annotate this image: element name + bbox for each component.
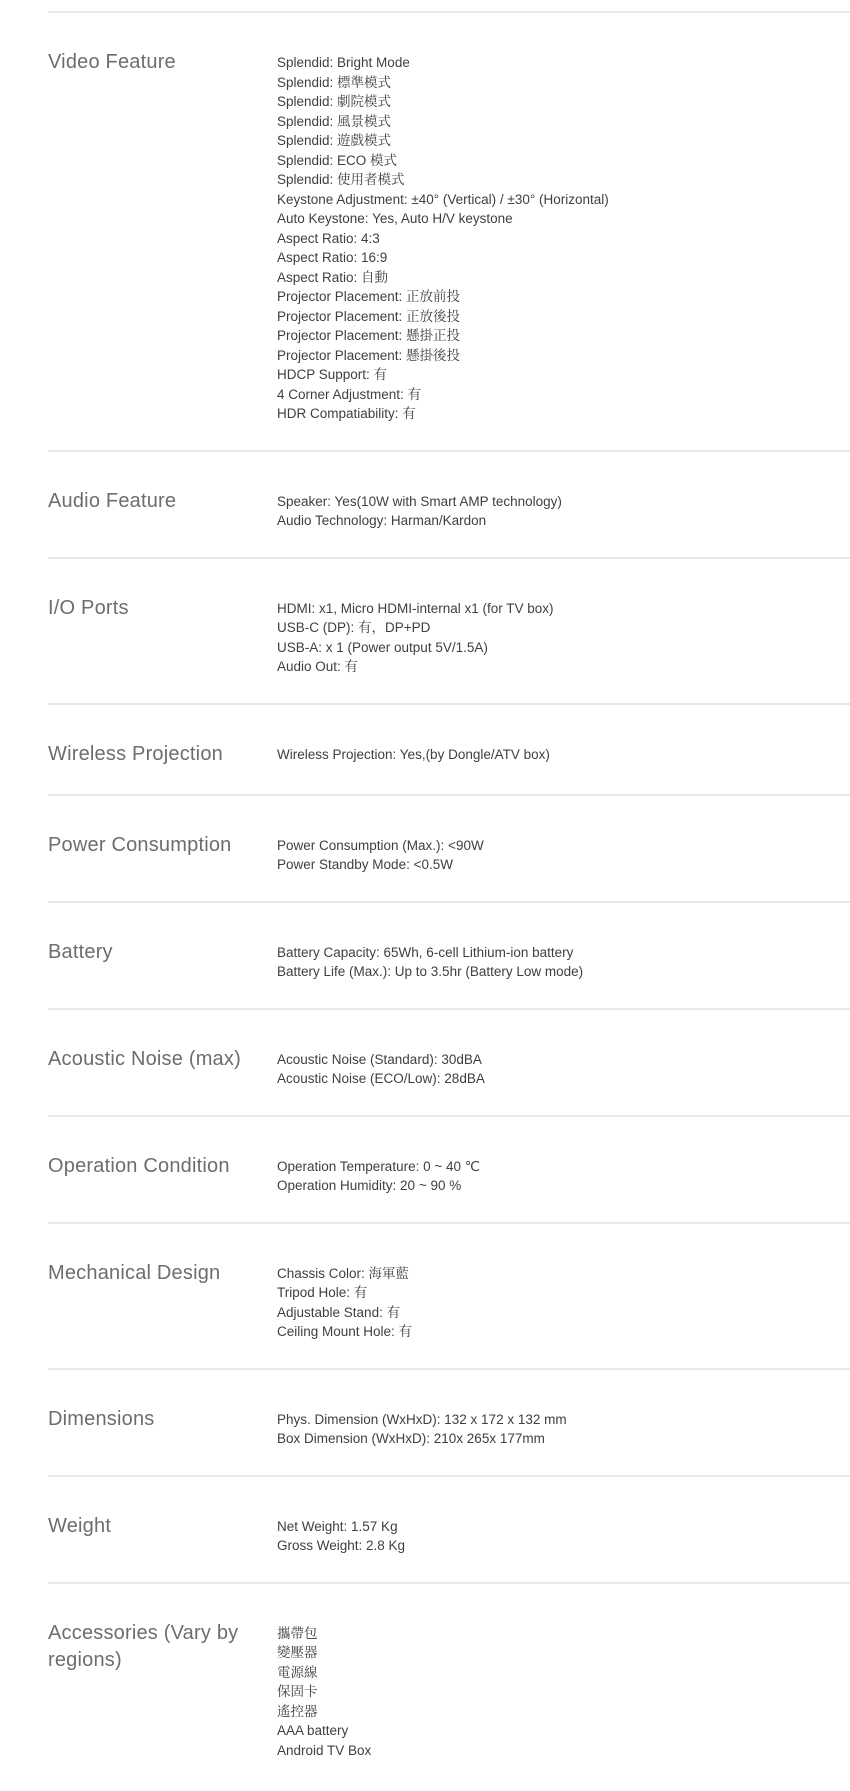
spec-value-line: Splendid: ECO 模式	[277, 152, 398, 168]
spec-row	[48, 703, 850, 794]
spec-values	[277, 1157, 850, 1196]
spec-value-line: Projector Placement: 正放前投	[277, 289, 461, 304]
spec-value-line: Power Consumption (Max.): <90W	[277, 837, 484, 853]
spec-value-line: Aspect Ratio: 16:9	[277, 250, 388, 265]
spec-value-line: Gross Weight: 2.8 Kg	[277, 1538, 406, 1553]
spec-value-line: Acoustic Noise (ECO/Low): 28dBA	[277, 1071, 485, 1086]
spec-row	[48, 450, 850, 557]
spec-row	[48, 11, 850, 450]
spec-value-line: 電源線	[277, 1664, 318, 1680]
spec-value-line: Battery Life (Max.): Up to 3.5hr (Battery Low mode)	[277, 964, 584, 979]
spec-value-line: Keystone Adjustment: ±40° (Vertical) / ±30° (Horizontal)	[277, 191, 609, 207]
spec-value-line: 4 Corner Adjustment: 有	[277, 386, 422, 402]
spec-value-line: Operation Humidity: 20 ~ 90 %	[277, 1178, 462, 1193]
spec-value-line: Splendid: 標準模式	[277, 74, 392, 90]
spec-value-line: Splendid: 使用者模式	[277, 172, 405, 187]
spec-values	[277, 745, 850, 765]
spec-value-line: 變壓器	[277, 1645, 318, 1660]
spec-value-line: Aspect Ratio: 自動	[277, 269, 389, 285]
spec-value-line: 遙控器	[277, 1703, 318, 1719]
spec-section-label: Accessories (Vary by regions)	[48, 1621, 239, 1671]
spec-value-line: Splendid: 風景模式	[277, 113, 392, 129]
spec-section-label: Power Consumption	[48, 833, 232, 856]
spec-values	[277, 836, 850, 875]
spec-section-label: Operation Condition	[48, 1154, 230, 1177]
spec-values	[277, 492, 850, 531]
spec-value-line: Operation Temperature: 0 ~ 40 ℃	[277, 1158, 480, 1174]
spec-row	[48, 1222, 850, 1368]
spec-section-label: Wireless Projection	[48, 742, 223, 765]
spec-section-label: I/O Ports	[48, 596, 129, 619]
spec-value-line: Battery Capacity: 65Wh, 6-cell Lithium-ion battery	[277, 944, 574, 960]
spec-section-label: Acoustic Noise (max)	[48, 1047, 241, 1070]
spec-row	[48, 794, 850, 901]
spec-value-line: Wireless Projection: Yes,(by Dongle/ATV box)	[277, 746, 550, 762]
spec-value-line: Splendid: 遊戲模式	[277, 133, 392, 148]
spec-value-line: 保固卡	[277, 1684, 318, 1699]
spec-values	[277, 53, 850, 424]
spec-value-line: HDR Compatiability: 有	[277, 406, 416, 421]
spec-value-line: Projector Placement: 懸掛後投	[277, 347, 461, 363]
spec-value-line: Speaker: Yes(10W with Smart AMP technology)	[277, 493, 562, 509]
spec-row	[48, 1008, 850, 1115]
spec-values	[277, 1410, 850, 1449]
spec-section-label: Battery	[48, 940, 113, 963]
spec-value-line: Aspect Ratio: 4:3	[277, 230, 380, 246]
spec-section-label: Mechanical Design	[48, 1261, 221, 1284]
spec-value-line: Tripod Hole: 有	[277, 1285, 368, 1300]
spec-value-line: Projector Placement: 懸掛正投	[277, 328, 461, 343]
spec-value-line: Splendid: Bright Mode	[277, 55, 410, 70]
spec-value-line: Android TV Box	[277, 1742, 372, 1758]
spec-value-line: Box Dimension (WxHxD): 210x 265x 177mm	[277, 1431, 545, 1446]
spec-value-line: Audio Technology: Harman/Kardon	[277, 513, 487, 528]
spec-value-line: 攜帶包	[277, 1625, 318, 1641]
spec-value-line: AAA battery	[277, 1723, 349, 1738]
spec-value-line: HDCP Support: 有	[277, 367, 388, 382]
spec-value-line: Adjustable Stand: 有	[277, 1304, 401, 1320]
spec-value-line: Auto Keystone: Yes, Auto H/V keystone	[277, 211, 513, 226]
spec-section-label: Audio Feature	[48, 489, 177, 512]
spec-values	[277, 1264, 850, 1342]
spec-value-line: HDMI: x1, Micro HDMI-internal x1 (for TV box)	[277, 600, 554, 616]
spec-value-line: USB-C (DP): 有，DP+PD	[277, 620, 431, 635]
spec-value-line: Chassis Color: 海軍藍	[277, 1265, 410, 1281]
spec-values	[277, 943, 850, 982]
spec-values	[277, 1517, 850, 1556]
spec-row	[48, 1368, 850, 1475]
spec-value-line: Projector Placement: 正放後投	[277, 308, 461, 324]
spec-value-line: Phys. Dimension (WxHxD): 132 x 172 x 132 mm	[277, 1411, 567, 1427]
spec-value-line: Power Standby Mode: <0.5W	[277, 857, 453, 872]
spec-value-line: Audio Out: 有	[277, 659, 359, 674]
spec-values	[277, 1050, 850, 1089]
spec-section-label: Video Feature	[48, 51, 176, 73]
spec-row	[48, 1582, 850, 1787]
spec-row	[48, 1115, 850, 1222]
spec-value-line: Net Weight: 1.57 Kg	[277, 1518, 398, 1534]
spec-row	[48, 1475, 850, 1582]
spec-value-line: USB-A: x 1 (Power output 5V/1.5A)	[277, 639, 488, 655]
spec-section-label: Dimensions	[48, 1407, 155, 1430]
spec-row	[48, 901, 850, 1008]
spec-values	[277, 599, 850, 677]
spec-value-line: Splendid: 劇院模式	[277, 94, 392, 109]
spec-value-line: Acoustic Noise (Standard): 30dBA	[277, 1051, 482, 1067]
spec-values	[277, 1624, 850, 1761]
spec-value-line: Ceiling Mount Hole: 有	[277, 1324, 413, 1339]
spec-row	[48, 557, 850, 703]
spec-section-label: Weight	[48, 1514, 112, 1537]
